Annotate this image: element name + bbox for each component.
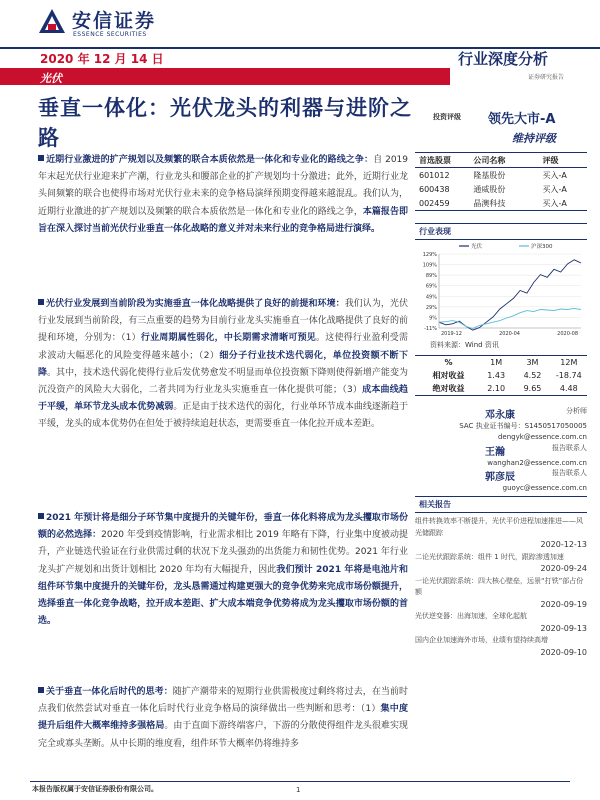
y-tick-label: 49% <box>425 294 437 301</box>
paragraph-emphasis: 本篇报告即旨在深入探讨当前光伏行业垂直一体化战略的意义并对未来行业的竞争格局进行演绎。 <box>38 206 408 234</box>
paragraph-emphasis: 成本曲线趋于平缓，单环节龙头成本优势减弱 <box>38 385 408 413</box>
chart-title: 行业表现 <box>415 223 587 240</box>
related-title: 一论光伏跟踪系统：四大核心壁垒，远景“打铁”部占份额 <box>415 576 584 596</box>
list-item[interactable] <box>415 552 587 575</box>
paragraph-text: 。其中，技术迭代弱化使得行业后发优势愈发不明显而单位投资额下降则使得新增产能变为沉没资产的风险大大弱化，二者共同为行业龙头实施垂直一体化提供可能；（3） <box>38 367 408 396</box>
report-title: 垂直一体化：光伏龙头的利器与进阶之路 <box>38 96 412 150</box>
paragraph-lead: 关于垂直一体化后时代的思考： <box>46 687 173 697</box>
table-cell: 1.43 <box>487 371 506 380</box>
table-cell: 2.10 <box>487 384 506 393</box>
logo-icon <box>38 8 66 34</box>
table-cell: 隆基股份 <box>473 170 506 180</box>
sector-label: 光伏 <box>40 72 62 85</box>
table-cell: 相对收益 <box>432 371 465 380</box>
list-item[interactable] <box>415 635 587 658</box>
paragraph-text: 。正是由于技术迭代的弱化，行业单环节成本曲线逐渐趋于平缓，龙头的成本优势仍在但处于被持续追赶状态，更需要垂直一体化拉开成本差距。 <box>38 402 408 430</box>
paragraph-emphasis: 细分子行业技术迭代弱化，单位投资额不断下降 <box>38 350 408 378</box>
column-header: 12M <box>560 358 578 367</box>
paragraph-text: 。这使得行业盈利受需求波动大幅恶化的风险变得越来越小；（2） <box>38 333 408 361</box>
related-reports-title: 相关报告 <box>415 496 587 513</box>
column-header: 3M <box>526 358 539 367</box>
footer-rule <box>30 781 570 782</box>
y-tick-label: 69% <box>425 283 437 290</box>
table-cell: 4.48 <box>559 384 578 393</box>
analyst-email[interactable]: wanghan2@essence.com.cn <box>487 459 587 467</box>
analyst-name: 邓永康 <box>485 410 515 421</box>
report-type: 行业深度分析 <box>458 50 549 68</box>
related-date: 2020-09-10 <box>540 647 587 657</box>
paragraph-emphasis: 行业周期属性弱化，中长期需求清晰可预见 <box>140 333 317 344</box>
related-reports-list <box>415 516 587 659</box>
column-header: 公司名称 <box>473 155 506 165</box>
list-item[interactable] <box>415 611 587 634</box>
table-row <box>415 196 587 211</box>
paragraph-text: 随扩产潮带来的短期行业供需极度过剩终将过去，在当前时点我们依然尝试对垂直一体化后时代行业竞争格局的演绎做出一些判断和思考：（1） <box>38 687 408 715</box>
sector-bar <box>0 68 450 85</box>
paragraph-text: 。由于直面下游终端客户，下游的分散使得组件龙头很难实现完全或寡头垄断。从中长期的维度看，组件环节大概率仍将维持多 <box>38 721 408 749</box>
y-tick-label: 29% <box>425 304 437 311</box>
analyst-role: 报告联系人 <box>552 469 587 477</box>
logo-text: 安信证券 <box>72 10 157 32</box>
x-tick-label: 2019-12 <box>441 331 462 337</box>
bullet-icon <box>38 513 44 519</box>
preferred-stocks-table <box>415 152 587 211</box>
related-date: 2020-09-19 <box>540 599 587 609</box>
table-cell: 买入-A <box>542 184 567 194</box>
column-header: 首选股票 <box>419 155 451 165</box>
table-cell: 买入-A <box>542 170 567 180</box>
table-cell: 4.52 <box>523 371 542 380</box>
footer-text: 本报告版权属于安信证券股份有限公司。 <box>32 785 158 793</box>
x-tick-label: 2020-04 <box>499 331 520 337</box>
analyst-role: 报告联系人 <box>552 444 587 452</box>
y-tick-label: 9% <box>429 315 437 322</box>
table-cell: 买入-A <box>542 198 567 208</box>
bullet-icon <box>38 299 44 305</box>
report-date: 2020 年 12 月 14 日 <box>40 52 164 66</box>
table-row <box>415 182 587 196</box>
list-item[interactable] <box>415 576 587 611</box>
rating-status: 维持评级 <box>512 132 556 145</box>
legend-label: 沪深300 <box>531 244 553 250</box>
paragraph-1 <box>38 152 408 238</box>
analyst-email[interactable]: dengyk@essence.com.cn <box>497 433 587 441</box>
paragraph-lead: 光伏行业发展到当前阶段为实施垂直一体化战略提供了良好的前提和环境： <box>46 299 345 309</box>
related-date: 2020-09-13 <box>540 623 587 633</box>
paragraph-text: 2020 年受到疫情影响，行业需求相比 2019 年略有下降，行业集中度被动提升，产业链迭代验证在行业供需过剩的状况下龙头强劲的出货能力和韧性优势。2021 年行业龙头扩产规划和出货计划相比 2020 年均有大幅提升，因此 <box>38 530 408 575</box>
paragraph-4 <box>38 684 408 753</box>
analyst-card <box>415 443 587 469</box>
bullet-icon <box>38 687 44 693</box>
analyst-license: SAC 执业证书编号：S1450517050005 <box>459 422 587 430</box>
related-date: 2020-12-13 <box>540 540 587 549</box>
y-tick-label: 89% <box>425 273 437 280</box>
analyst-email[interactable]: guoyc@essence.com.cn <box>502 484 587 492</box>
paragraph-emphasis: 集中度提升后组件大概率维持多强格局 <box>38 704 408 732</box>
table-cell: 绝对收益 <box>432 384 465 393</box>
paragraph-emphasis: 我们预计 2021 年将是电池片和组件环节集中度提升的关键年份，龙头恳需通过构建更强大的竞争优势来完成市场份额提升，选择垂直一体化竞争战略，拉开成本差距、扩大成本端竞争优势将成为龙头攫取市场份额的首选。 <box>38 564 408 627</box>
paragraph-3 <box>38 510 408 630</box>
table-cell: 通威股份 <box>473 184 506 194</box>
paragraph-2 <box>38 296 408 434</box>
table-row <box>415 382 587 395</box>
bullet-icon <box>38 155 44 161</box>
analyst-card <box>415 468 587 494</box>
y-tick-label: 109% <box>422 262 437 269</box>
analyst-name: 郭彦辰 <box>485 472 515 483</box>
rating-value: 领先大市-A <box>488 112 556 127</box>
paragraph-lead: 近期行业激进的扩产规划以及频繁的联合本质依然是一体化和专业化的路线之争： <box>46 155 374 165</box>
analyst-name: 王瀚 <box>485 447 505 458</box>
table-row <box>415 369 587 382</box>
related-date: 2020-09-24 <box>540 564 587 573</box>
column-header: % <box>444 358 453 367</box>
table-row <box>415 168 587 182</box>
series-line-pv <box>439 260 581 330</box>
table-cell: 002459 <box>419 198 450 208</box>
table-cell: 晶澳科技 <box>473 198 506 208</box>
table-cell: -18.74 <box>555 371 582 380</box>
paragraph-text: 自 2019 年末起光伏行业迎来扩产潮，行业龙头和腰部企业的扩产规划均十分激进；此外，近期行业龙头间频繁的联合也使得市场对光伏行业未来的竞争格局演绎预期变得越来越混乱。我们认为，近期行业激进的扩产规划以及频繁的联合本质依然是一体化和专业化的路线之争， <box>38 155 408 217</box>
table-header <box>415 356 587 369</box>
list-item[interactable] <box>415 516 587 551</box>
table-cell: 9.65 <box>523 384 542 393</box>
analyst-role: 分析师 <box>566 407 587 415</box>
performance-chart <box>415 240 587 340</box>
table-cell: 600438 <box>419 184 450 194</box>
analyst-card <box>415 406 587 443</box>
related-title: 国内企业加速海外市场，业绩有望持续高增 <box>415 636 548 644</box>
column-header: 1M <box>490 358 503 367</box>
y-tick-label: -11% <box>424 326 437 332</box>
logo-english: ESSENCE SECURITIES <box>73 31 147 38</box>
page-number: 1 <box>296 786 301 794</box>
related-title: 组件转换效率不断提升，光伏平价进程加速推进——风光储跟踪 <box>415 517 583 537</box>
column-header: 评级 <box>542 155 559 165</box>
paragraph-text: 我们认为，光伏行业发展到当前阶段，有三点重要的趋势为目前行业龙头实施垂直一体化战略提供了良好的前提和环境，分别为：（1） <box>38 299 408 344</box>
legend-label: 光伏 <box>471 244 483 250</box>
performance-table <box>415 355 587 396</box>
y-tick-label: 129% <box>422 252 437 258</box>
rating-label: 投资评级 <box>433 113 461 121</box>
report-subtitle: 证券研究报告 <box>528 74 565 81</box>
table-cell: 601012 <box>419 170 450 180</box>
series-line-csi300 <box>439 308 581 328</box>
table-header <box>415 152 587 168</box>
chart-source: 资料来源：Wind 资讯 <box>430 341 499 349</box>
paragraph-lead: 2021 年预计将是细分子环节集中度提升的关键年份，垂直一体化料将成为龙头攫取市场份额的必然选择： <box>38 513 408 541</box>
related-title: 光伏逆变器：出海加速，全球化起航 <box>415 612 527 620</box>
related-title: 二论光伏跟踪系统：组件 1 时代，跟踪渗透加速 <box>415 552 564 561</box>
x-tick-label: 2020-08 <box>557 331 579 337</box>
